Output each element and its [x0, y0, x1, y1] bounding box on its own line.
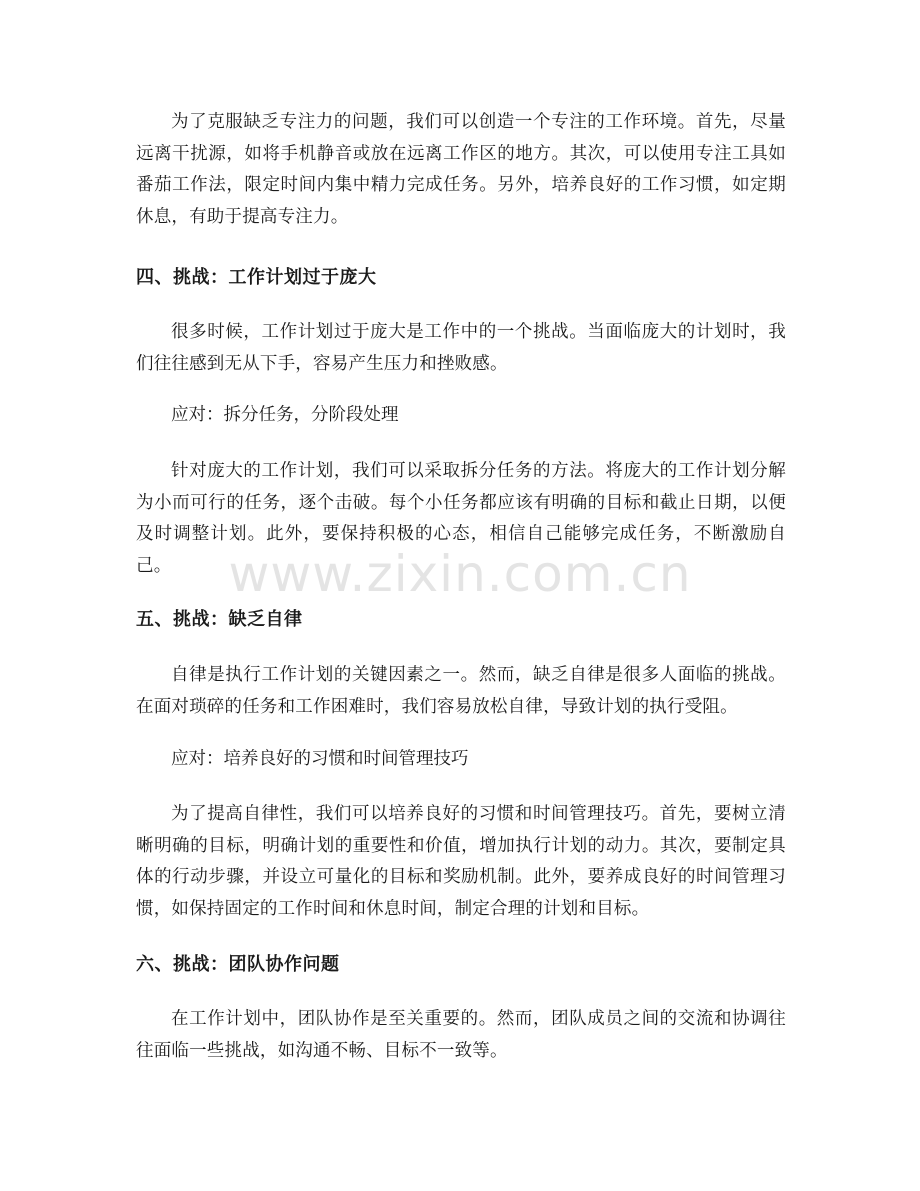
heading-challenge-5: 五、挑战：缺乏自律 — [136, 609, 303, 630]
watermark: www.zixin.com.cn — [228, 545, 692, 603]
response-habits-time-management: 应对：培养良好的习惯和时间管理技巧 — [171, 749, 469, 769]
heading-challenge-6: 六、挑战：团队协作问题 — [136, 954, 340, 975]
paragraph-discipline-detail: 为了提高自律性，我们可以培养良好的习惯和时间管理技巧。首先，要树立清晰明确的目标，明确计划的重要性和价值，增加执行计划的动力。其次，要制定具体的行动步骤，并设立可量化的目标和奖励机制。此外，要养成良好的时间管理习惯，如保持固定的工作时间和休息时间，制定合理的计划和目标。 — [136, 804, 786, 919]
paragraph-lack-discipline: 自律是执行工作计划的关键因素之一。然而，缺乏自律是很多人面临的挑战。在面对琐碎的任务和工作困难时，我们容易放松自律，导致计划的执行受阻。 — [136, 665, 786, 717]
response-split-tasks: 应对：拆分任务，分阶段处理 — [171, 405, 399, 425]
heading-challenge-4: 四、挑战：工作计划过于庞大 — [136, 267, 377, 288]
paragraph-split-tasks-detail: 针对庞大的工作计划，我们可以采取拆分任务的方法。将庞大的工作计划分解为小而可行的任务，逐个击破。每个小任务都应该有明确的目标和截止日期，以便及时调整计划。此外，要保持积极的心态，相信自己能够完成任务，不断激励自己。 — [136, 461, 786, 576]
paragraph-plan-too-large: 很多时候，工作计划过于庞大是工作中的一个挑战。当面临庞大的计划时，我们往往感到无从下手，容易产生压力和挫败感。 — [136, 322, 786, 374]
paragraph-focus-solution: 为了克服缺乏专注力的问题，我们可以创造一个专注的工作环境。首先，尽量远离干扰源，如将手机静音或放在远离工作区的地方。其次，可以使用专注工具如番茄工作法，限定时间内集中精力完成任务。另外，培养良好的工作习惯，如定期休息，有助于提高专注力。 — [136, 112, 786, 227]
paragraph-team-collaboration: 在工作计划中，团队协作是至关重要的。然而，团队成员之间的交流和协调往往面临一些挑战，如沟通不畅、目标不一致等。 — [136, 1009, 786, 1061]
